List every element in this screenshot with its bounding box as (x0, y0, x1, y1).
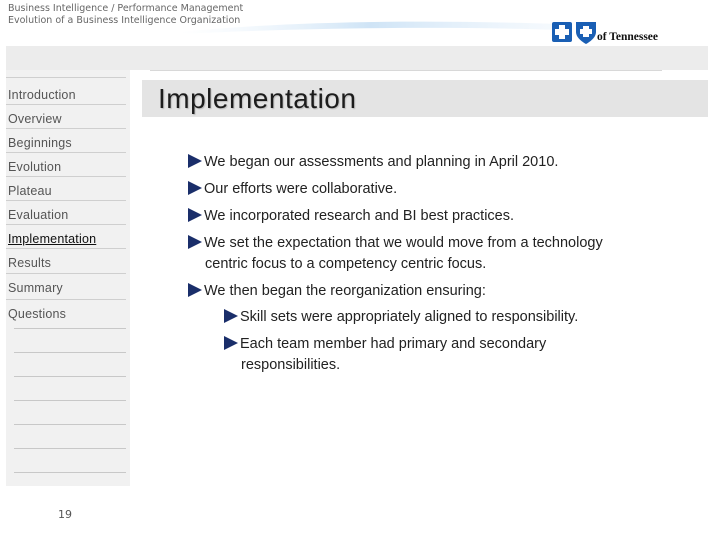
divider (6, 248, 126, 249)
divider (6, 273, 126, 274)
sidebar-item-evaluation[interactable]: Evaluation (8, 208, 69, 222)
sidebar-item-overview[interactable]: Overview (8, 112, 62, 126)
sidebar-item-summary[interactable]: Summary (8, 281, 63, 295)
sidebar-item-evolution[interactable]: Evolution (8, 160, 62, 174)
sidebar-item-beginnings[interactable]: Beginnings (8, 136, 72, 150)
bullet-arrow-icon (188, 208, 202, 222)
header-subtitle: Evolution of a Business Intelligence Organization (8, 15, 241, 26)
header-band (6, 46, 708, 70)
divider (6, 77, 126, 78)
bullet-item: Our efforts were collaborative. (188, 179, 397, 200)
divider (6, 200, 126, 201)
bullet-item: We set the expectation that we would move from a technology centric focus to a competency centric focus. (188, 233, 603, 275)
divider (6, 224, 126, 225)
bullet-arrow-icon (188, 181, 202, 195)
divider (150, 70, 662, 71)
sidebar-item-questions[interactable]: Questions (8, 307, 67, 321)
divider (14, 352, 126, 353)
bullet-item: We began our assessments and planning in April 2010. (188, 152, 558, 173)
divider (6, 152, 126, 153)
divider (6, 128, 126, 129)
sub-bullet-item: Each team member had primary and secondary responsibilities. (224, 334, 546, 376)
page-number: 19 (58, 508, 72, 521)
bullet-item: We then began the reorganization ensuring: (188, 281, 486, 302)
divider (6, 176, 126, 177)
sub-bullet-item: Skill sets were appropriately aligned to responsibility. (224, 307, 578, 328)
divider (14, 400, 126, 401)
sidebar-item-results[interactable]: Results (8, 256, 52, 270)
divider (14, 472, 126, 473)
sidebar-item-implementation[interactable]: Implementation (8, 232, 97, 246)
bullet-arrow-icon (224, 309, 238, 323)
bullet-arrow-icon (188, 235, 202, 249)
sidebar-item-introduction[interactable]: Introduction (8, 88, 76, 102)
page-title: Implementation (158, 83, 357, 114)
header-swoosh (180, 18, 560, 34)
logo-text: of Tennessee (597, 31, 659, 43)
divider (14, 424, 126, 425)
sidebar-item-plateau[interactable]: Plateau (8, 184, 52, 198)
bullet-arrow-icon (188, 283, 202, 297)
bullet-arrow-icon (224, 336, 238, 350)
divider (14, 448, 126, 449)
divider (6, 299, 126, 300)
divider (14, 328, 126, 329)
bullet-item: We incorporated research and BI best practices. (188, 206, 514, 227)
bullet-arrow-icon (188, 154, 202, 168)
divider (6, 104, 126, 105)
divider (14, 376, 126, 377)
header-title: Business Intelligence / Performance Management (8, 3, 244, 14)
